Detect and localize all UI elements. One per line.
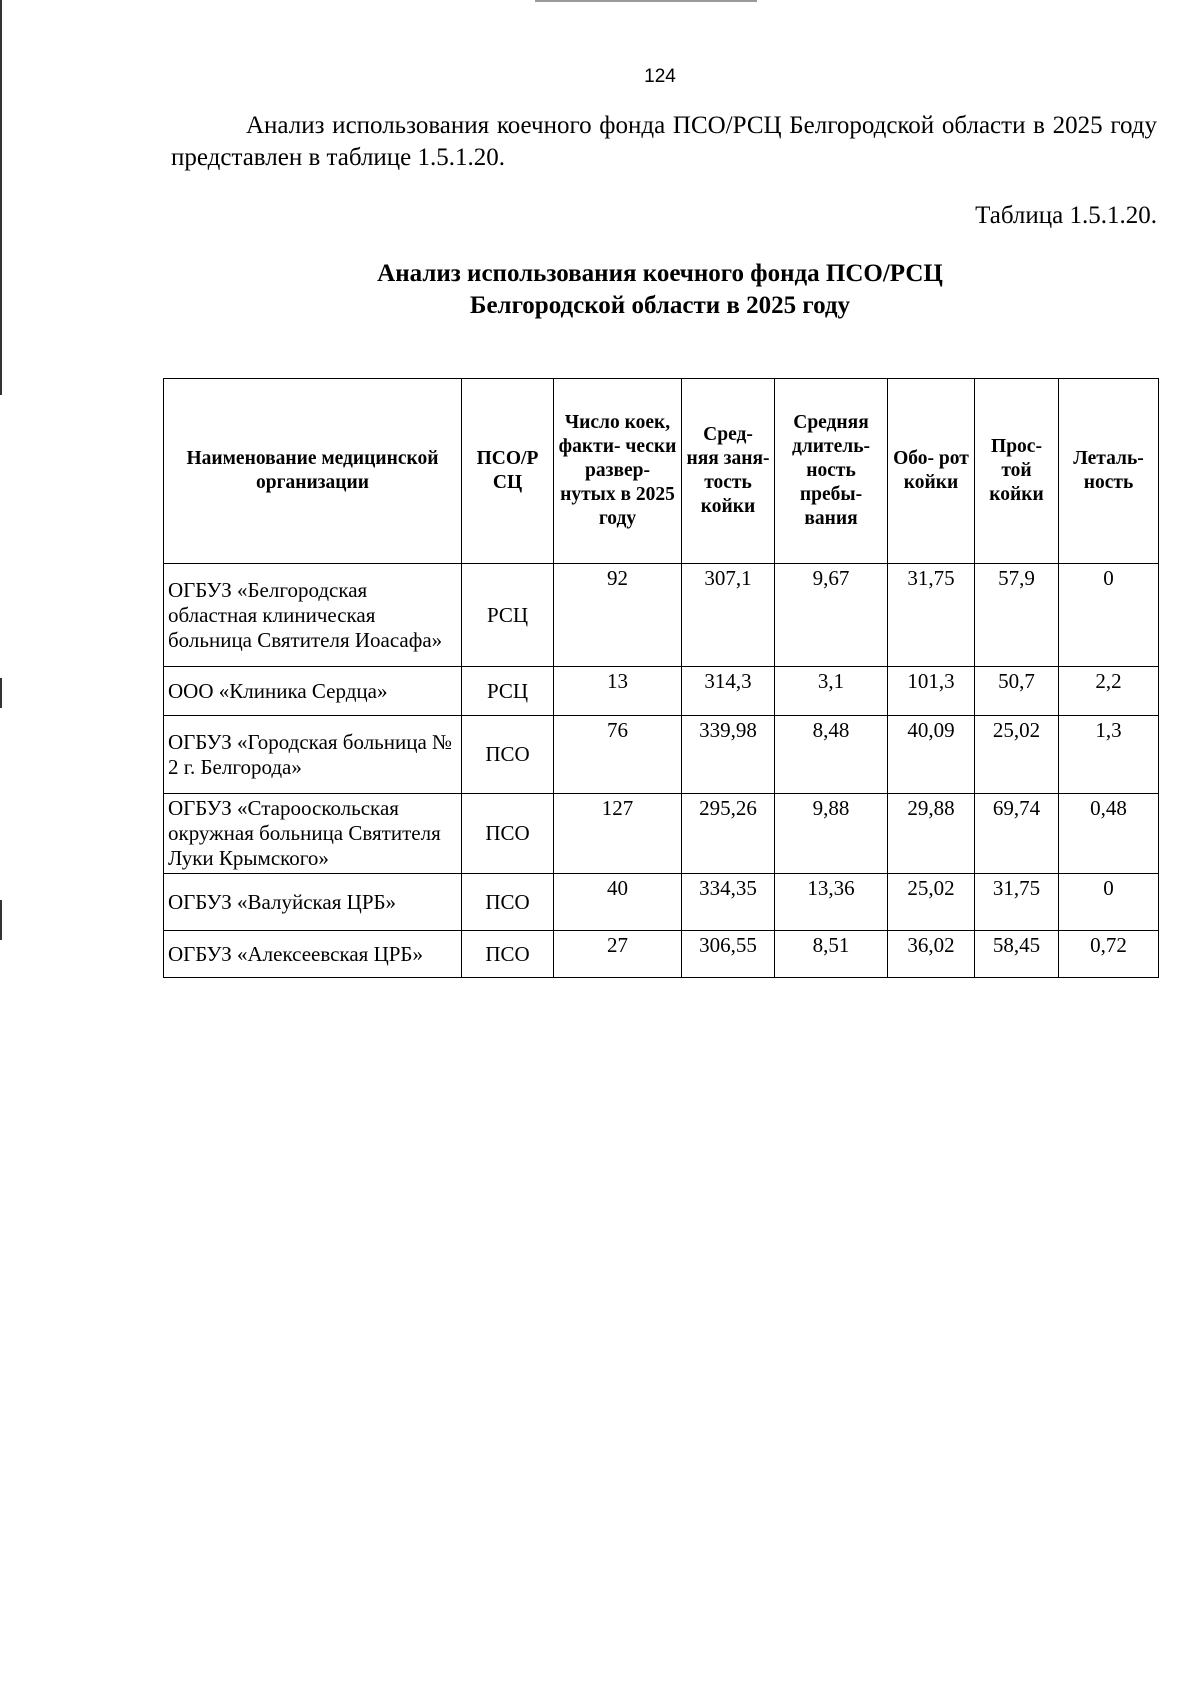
- table-row: [164, 667, 1159, 716]
- bed-idle: 58,45: [975, 931, 1059, 978]
- column-header: Средняя длитель- ность пребы- вания: [775, 379, 888, 564]
- beds-count: 76: [554, 716, 682, 794]
- table-row: [164, 564, 1159, 667]
- table-row: [164, 931, 1159, 978]
- left-margin-mark: [0, 900, 2, 940]
- facility-type: ПСО: [462, 931, 554, 978]
- bed-occupancy: 334,35: [682, 874, 775, 931]
- organization-name: ОГБУЗ «Алексеевская ЦРБ»: [164, 931, 462, 978]
- bed-turnover: 36,02: [888, 931, 975, 978]
- beds-count: 40: [554, 874, 682, 931]
- column-header: Число коек, факти- чески развер- нутых в 2025 году: [554, 379, 682, 564]
- organization-name: ООО «Клиника Сердца»: [164, 667, 462, 716]
- bed-turnover: 40,09: [888, 716, 975, 794]
- average-stay: 3,1: [775, 667, 888, 716]
- column-header: ПСО/Р СЦ: [462, 379, 554, 564]
- average-stay: 8,48: [775, 716, 888, 794]
- table-row: [164, 874, 1159, 931]
- mortality: 1,3: [1059, 716, 1159, 794]
- facility-type: РСЦ: [462, 564, 554, 667]
- bed-idle: 69,74: [975, 794, 1059, 874]
- mortality: 0: [1059, 874, 1159, 931]
- bed-occupancy: 307,1: [682, 564, 775, 667]
- page-number: 124: [644, 66, 676, 87]
- organization-name: ОГБУЗ «Городская больница № 2 г. Белгорода»: [164, 716, 462, 794]
- beds-count: 92: [554, 564, 682, 667]
- facility-type: ПСО: [462, 794, 554, 874]
- table-caption: Таблица 1.5.1.20.: [975, 202, 1157, 229]
- mortality: 0,72: [1059, 931, 1159, 978]
- average-stay: 13,36: [775, 874, 888, 931]
- table-title: [0, 258, 1200, 322]
- bed-occupancy: 306,55: [682, 931, 775, 978]
- facility-type: ПСО: [462, 874, 554, 931]
- bed-idle: 25,02: [975, 716, 1059, 794]
- bed-usage-table: [163, 378, 1159, 978]
- beds-count: 13: [554, 667, 682, 716]
- left-margin-line: [0, 0, 2, 395]
- bed-turnover: 29,88: [888, 794, 975, 874]
- top-rule: [535, 0, 757, 2]
- facility-type: ПСО: [462, 716, 554, 794]
- average-stay: 9,88: [775, 794, 888, 874]
- column-header: Обо- рот койки: [888, 379, 975, 564]
- column-header: Наименование медицинской организации: [164, 379, 462, 564]
- mortality: 2,2: [1059, 667, 1159, 716]
- organization-name: ОГБУЗ «Старооскольская окружная больница Святителя Луки Крымского»: [164, 794, 462, 874]
- bed-turnover: 101,3: [888, 667, 975, 716]
- bed-idle: 31,75: [975, 874, 1059, 931]
- table-title-line: Белгородской области в 2025 году: [469, 292, 851, 319]
- bed-idle: 50,7: [975, 667, 1059, 716]
- intro-paragraph: Анализ использования коечного фонда ПСО/РСЦ Белгородской области в 2025 году представлен в таблице 1.5.1.20.: [171, 112, 1157, 171]
- table-row: [164, 716, 1159, 794]
- facility-type: РСЦ: [462, 667, 554, 716]
- table-header-row: [164, 379, 1159, 564]
- organization-name: ОГБУЗ «Белгородская областная клиническая больница Святителя Иоасафа»: [164, 564, 462, 667]
- left-margin-mark: [0, 678, 2, 708]
- bed-turnover: 25,02: [888, 874, 975, 931]
- beds-count: 127: [554, 794, 682, 874]
- table-title-line: Анализ использования коечного фонда ПСО/РСЦ: [377, 260, 943, 287]
- bed-occupancy: 295,26: [682, 794, 775, 874]
- mortality: 0: [1059, 564, 1159, 667]
- column-header: Леталь- ность: [1059, 379, 1159, 564]
- bed-turnover: 31,75: [888, 564, 975, 667]
- organization-name: ОГБУЗ «Валуйская ЦРБ»: [164, 874, 462, 931]
- beds-count: 27: [554, 931, 682, 978]
- average-stay: 9,67: [775, 564, 888, 667]
- bed-occupancy: 339,98: [682, 716, 775, 794]
- column-header: Прос- той койки: [975, 379, 1059, 564]
- bed-idle: 57,9: [975, 564, 1059, 667]
- column-header: Сред- няя заня- тость койки: [682, 379, 775, 564]
- average-stay: 8,51: [775, 931, 888, 978]
- bed-occupancy: 314,3: [682, 667, 775, 716]
- table-row: [164, 794, 1159, 874]
- mortality: 0,48: [1059, 794, 1159, 874]
